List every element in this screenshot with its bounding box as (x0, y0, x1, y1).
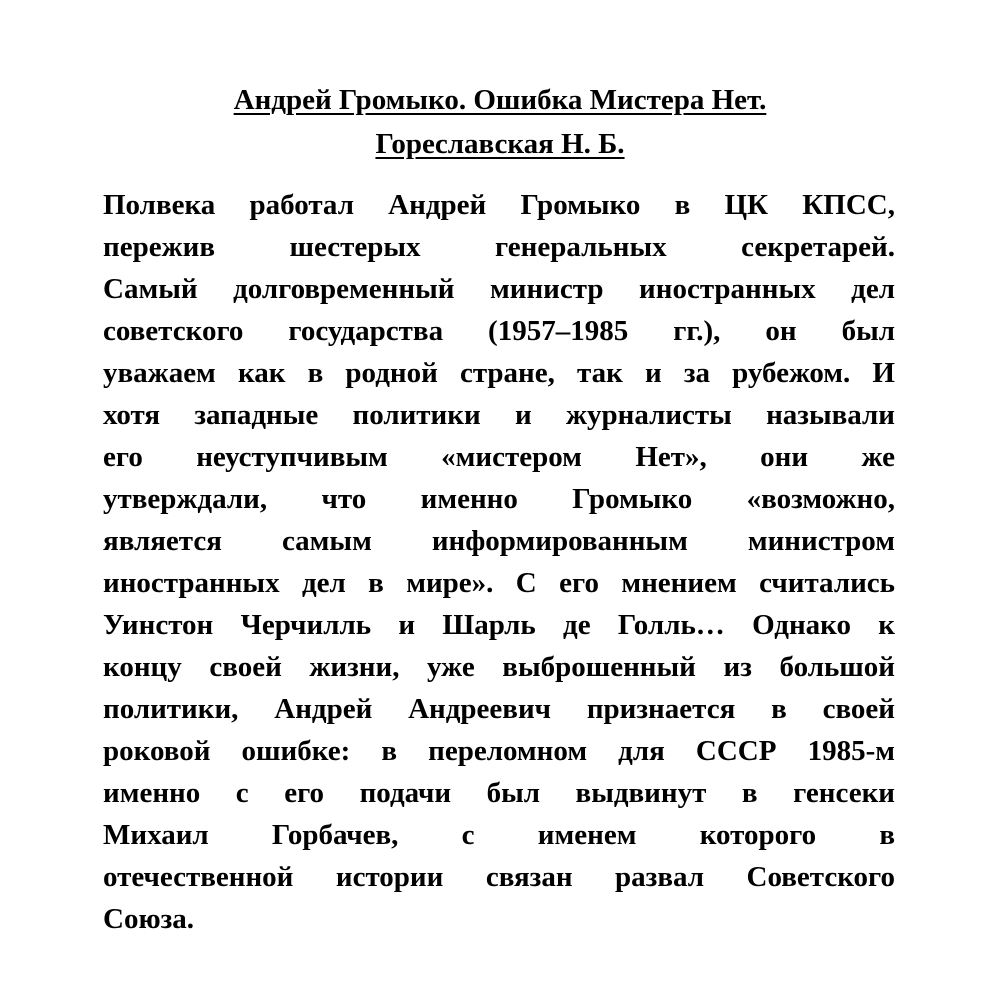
author-text: Горeславская Н. Б. (375, 128, 625, 160)
body-paragraph (103, 184, 895, 940)
document-title (0, 82, 1000, 118)
body-line: уважаем как в родной стране, так и за рубежом. И (103, 357, 895, 389)
body-line: советского государства (1957–1985 гг.), он был (103, 315, 895, 347)
body-line: Уинстон Черчилль и Шарль де Голль… Однако к (103, 609, 895, 641)
body-line: концу своей жизни, уже выброшенный из большой (103, 651, 895, 683)
body-line: отечественной истории связан развал Советского (103, 861, 895, 893)
document-author (0, 126, 1000, 162)
body-line: утверждали, что именно Громыко «возможно, (103, 483, 895, 515)
body-line: роковой ошибке: в переломном для СССР 1985-м (103, 735, 895, 767)
body-line: его неуступчивым «мистером Нет», они же (103, 441, 895, 473)
body-line: хотя западные политики и журналисты называли (103, 399, 895, 431)
body-line: является самым информированным министром (103, 525, 895, 557)
body-line: Союза. (103, 903, 195, 935)
body-line: пережив шестерых генеральных секретарей. (103, 231, 895, 263)
body-line: иностранных дел в мире». С его мнением считались (103, 567, 895, 599)
body-line: политики, Андрей Андреевич признается в своей (103, 693, 895, 725)
title-text: Андрей Громыко. Ошибка Мистера Нет. (233, 84, 767, 116)
body-line: Полвека работал Андрей Громыко в ЦК КПСС, (103, 189, 895, 221)
body-line: Михаил Горбачев, с именем которого в (103, 819, 895, 851)
body-line: Самый долговременный министр иностранных дел (103, 273, 895, 305)
body-line: именно с его подачи был выдвинут в генсеки (103, 777, 895, 809)
